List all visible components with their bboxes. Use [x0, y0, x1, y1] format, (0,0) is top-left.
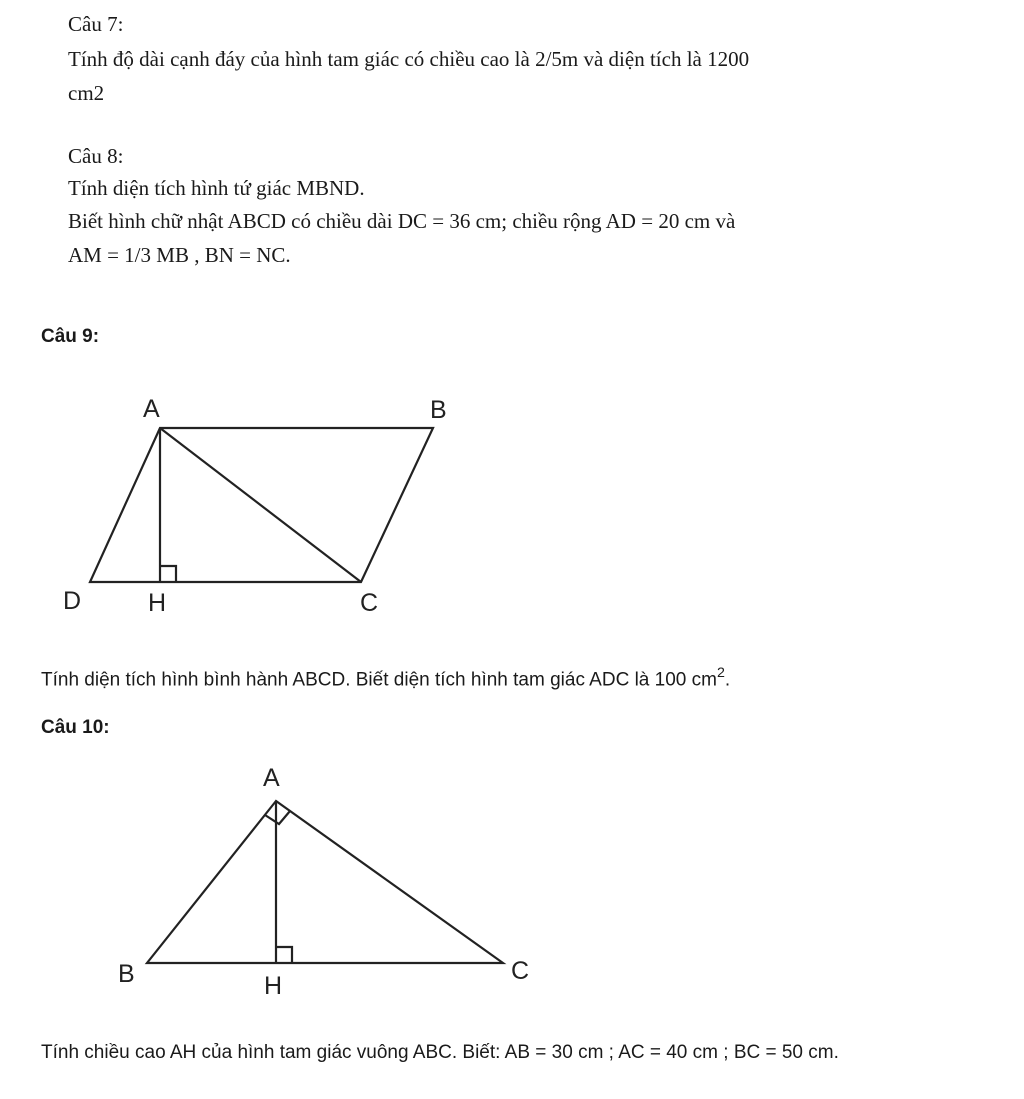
- right-angle-marker-h: [276, 947, 292, 963]
- vertex-label-a: A: [263, 764, 280, 792]
- q8-text-line2: Biết hình chữ nhật ABCD có chiều dài DC = 36 cm; chiều rộng AD = 20 cm và: [68, 209, 736, 233]
- q7-text-line2: cm2: [68, 81, 105, 105]
- vertex-label-c: C: [511, 957, 530, 985]
- q8-text-line1: Tính diện tích hình tứ giác MBND.: [68, 176, 365, 200]
- vertex-label-h: H: [148, 589, 167, 617]
- vertex-label-b: B: [118, 960, 135, 988]
- q9-text-main: Tính diện tích hình bình hành ABCD. Biết diện tích hình tam giác ADC là 100 cm: [41, 669, 717, 691]
- q10-text: Tính chiều cao AH của hình tam giác vuông ABC. Biết: AB = 30 cm ; AC = 40 cm ; BC = 50 cm.: [41, 1042, 839, 1063]
- vertex-label-h: H: [264, 972, 283, 1000]
- q9-heading: Câu 9:: [41, 326, 100, 347]
- q9-unit-exponent: 2: [716, 664, 725, 681]
- triangle-abc: [147, 801, 503, 963]
- vertex-label-b: B: [430, 396, 447, 424]
- q7-text-line1: Tính độ dài cạnh đáy của hình tam giác có chiều cao là 2/5m và diện tích là 1200: [68, 47, 750, 71]
- q9-text-end: .: [724, 669, 731, 691]
- right-angle-marker-a: [265, 811, 290, 824]
- vertex-label-d: D: [63, 587, 82, 615]
- q8-heading: Câu 8:: [68, 144, 124, 168]
- q7-heading: Câu 7:: [68, 12, 124, 36]
- q8-text-line3: AM = 1/3 MB , BN = NC.: [68, 243, 291, 267]
- q10-heading: Câu 10:: [41, 717, 110, 738]
- vertex-label-c: C: [360, 589, 379, 617]
- vertex-label-a: A: [143, 395, 160, 423]
